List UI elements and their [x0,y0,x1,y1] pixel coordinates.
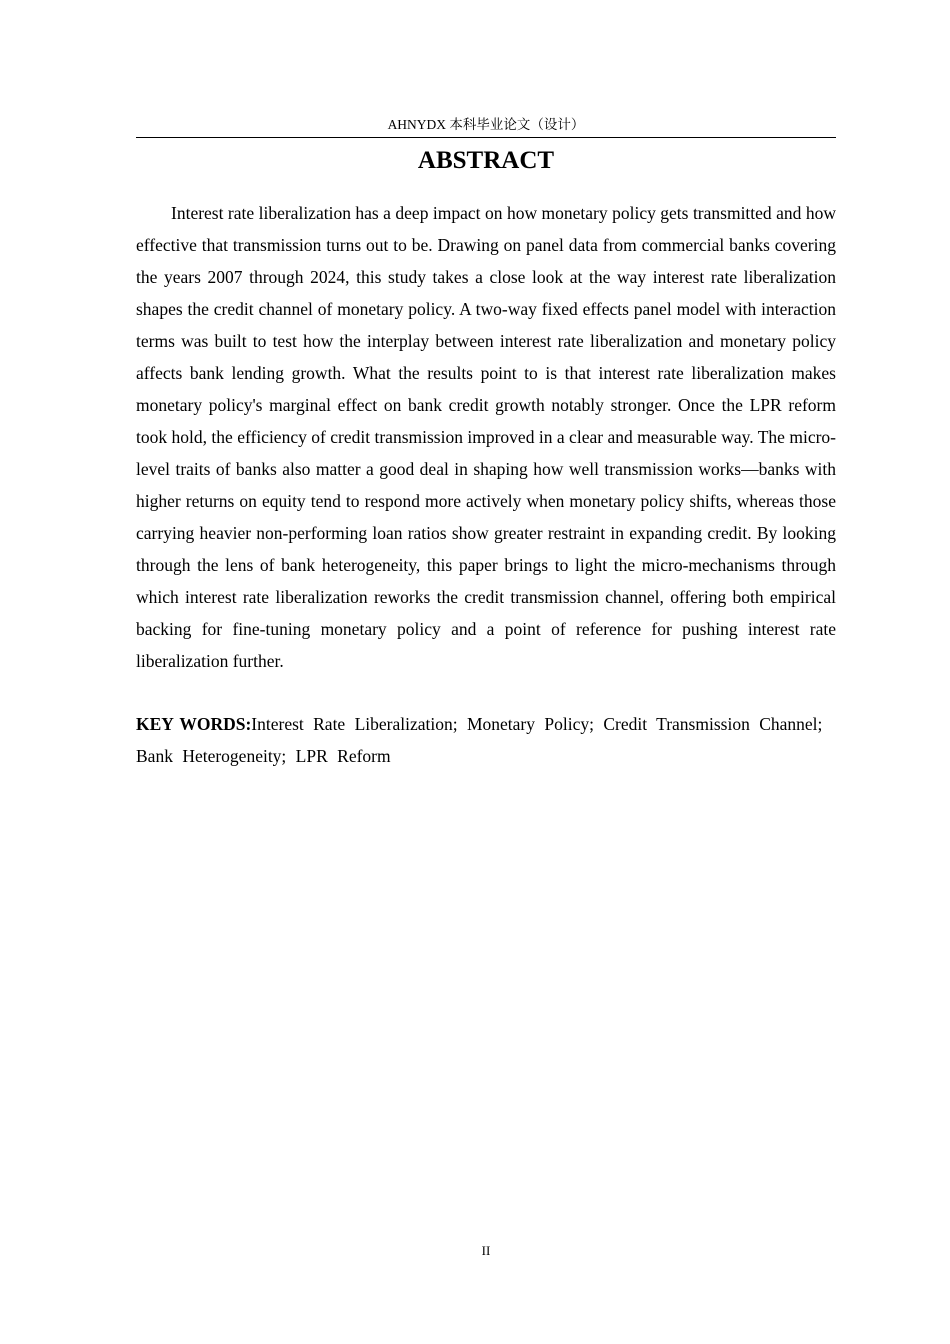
keywords-label: KEY WORDS: [136,714,252,734]
running-header: AHNYDX 本科毕业论文（设计） [387,117,585,132]
header-rule [136,137,836,138]
keywords-text: Interest Rate Liberalization; Monetary Policy; Credit Transmission Channel; Bank Heterogeneity; LPR Reform [136,714,823,766]
abstract-body: Interest rate liberalization has a deep impact on how monetary policy gets transmitted and how effective that transmission turns out to be. Drawing on panel data from commercial banks covering the years 2007 through 2024, this study takes a close look at the way interest rate liberalization shapes the credit channel of monetary policy. A two-way fixed effects panel model with interaction terms was built to test how the interplay between interest rate liberalization and monetary policy affects bank lending growth. What the results point to is that interest rate liberalization makes monetary policy's marginal effect on bank credit growth notably stronger. Once the LPR reform took hold, the efficiency of credit transmission improved in a clear and measurable way. The micro-level traits of banks also matter a good deal in shaping how well transmission works—banks with higher returns on equity tend to respond more actively when monetary policy shifts, whereas those carrying heavier non-performing loan ratios show greater restraint in expanding credit. By looking through the lens of bank heterogeneity, this paper brings to light the micro-mechanisms through which interest rate liberalization reworks the credit transmission channel, offering both empirical backing for fine-tuning monetary policy and a point of reference for pushing interest rate liberalization further. [136,203,836,671]
page-number: II [481,1243,491,1258]
keywords-paragraph [136,708,836,772]
abstract-title: ABSTRACT [417,147,555,174]
